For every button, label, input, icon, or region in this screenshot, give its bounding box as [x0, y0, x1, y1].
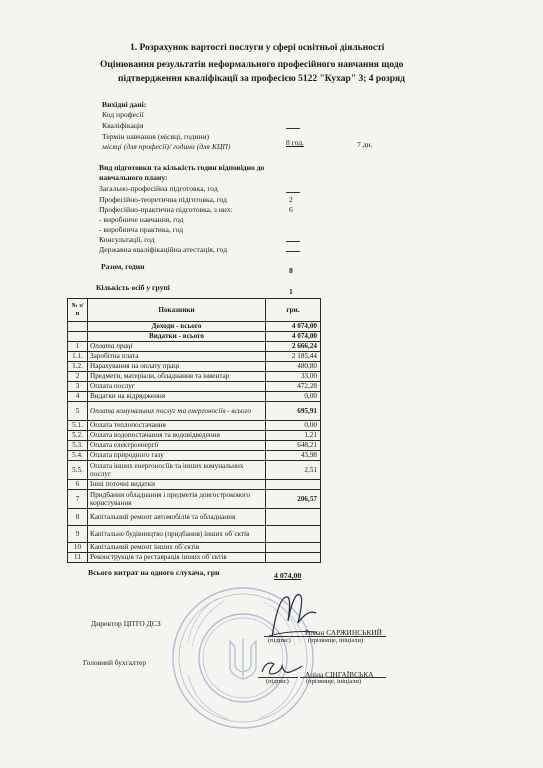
row-amount: 206,57 [266, 490, 321, 509]
table-row [68, 451, 321, 461]
general-training-blank [286, 192, 300, 193]
row-number: 3 [68, 382, 88, 392]
expenses-label: Видатки - всього [88, 332, 266, 342]
row-number: 2 [68, 372, 88, 382]
table-row [68, 553, 321, 563]
theory-training-label: Професійно-теоретична підготовка, год [99, 195, 228, 204]
row-number: 5 [68, 402, 88, 421]
row-number: 5.3. [68, 441, 88, 451]
accountant-name-caption: (прізвище, ініціали) [306, 678, 362, 685]
expenses-row [68, 332, 321, 342]
table-header-row [68, 299, 321, 322]
document-title-line-1: Оцінювання результатів неформального професійного навчання щодо [100, 60, 404, 70]
income-value: 4 074,00 [266, 322, 321, 332]
table-row [68, 509, 321, 526]
col-no-header: № з/п [68, 299, 88, 322]
row-indicator: Оплата електроенергії [88, 441, 266, 451]
row-indicator: Інші поточні видатки [88, 480, 266, 490]
total-hours-label: Разом, годин [101, 262, 145, 271]
section-title: 1. Розрахунок вартості послуги у сфері освітньої діяльності [130, 43, 385, 53]
row-indicator: Оплата послуг [88, 382, 266, 392]
row-amount: 2 666,24 [266, 342, 321, 352]
term-label-2: місяці (для професії)/ години (для КЦП) [102, 142, 231, 151]
row-indicator: Заробітна плата [88, 352, 266, 362]
expenses-value: 4 074,00 [266, 332, 321, 342]
row-number: 11 [68, 553, 88, 563]
consultations-label: Консультації, год [99, 235, 155, 244]
row-amount: 43,98 [266, 451, 321, 461]
table-row [68, 526, 321, 543]
income-label: Доходи - всього [88, 322, 266, 332]
table-row [68, 372, 321, 382]
row-number: 10 [68, 543, 88, 553]
term-label-1: Термін навчання (місяці, години) [102, 132, 210, 141]
row-number: 5.5. [68, 461, 88, 480]
income-no [68, 322, 88, 332]
row-number: 5.4. [68, 451, 88, 461]
table-row [68, 543, 321, 553]
row-amount: 2 185,44 [266, 352, 321, 362]
row-number: 6 [68, 480, 88, 490]
director-name: Роман САРЖИНСЬКИЙ [305, 628, 383, 637]
row-number: 5.2. [68, 431, 88, 441]
term-days: 7 дн. [357, 140, 373, 149]
attestation-label: Державна кваліфікаційна атестація, год [99, 245, 228, 254]
table-row [68, 342, 321, 352]
row-number: 8 [68, 509, 88, 526]
row-amount: 0,00 [266, 421, 321, 431]
row-number: 1 [68, 342, 88, 352]
expenses-no [68, 332, 88, 342]
row-indicator: Видатки на відрядження [88, 392, 266, 402]
input-data-heading: Вихідні дані: [102, 100, 147, 109]
accountant-sign-caption: (підпис) [266, 678, 289, 685]
row-amount [266, 526, 321, 543]
industrial-training-label: - виробниче навчання, год [99, 215, 184, 224]
table-row [68, 490, 321, 509]
table-row [68, 480, 321, 490]
row-indicator: Оплата інших енергоносіїв та інших комунальних послуг [88, 461, 266, 480]
row-number: 7 [68, 490, 88, 509]
row-number: 4 [68, 392, 88, 402]
practice-training-value: 6 [289, 205, 293, 214]
col-amount-header: грн. [266, 299, 321, 322]
director-label: Директор ЦПТО ДСЗ [91, 619, 161, 628]
practice-training-label: Професійно-практична підготовка, з них: [99, 205, 233, 214]
accountant-name: Аліна СІНГАЇВСЬКА [305, 670, 374, 679]
qualification-blank [286, 128, 300, 129]
attestation-blank [286, 251, 300, 252]
row-amount: 0,00 [266, 392, 321, 402]
industrial-practice-label: - виробнича практика, год [99, 225, 184, 234]
row-indicator: Капітальний ремонт автомобілів та обладнання [88, 509, 266, 526]
total-hours-value: 8 [289, 266, 293, 275]
document-title-line-2: підтвердження кваліфікації за професією 5122 "Кухар" 3; 4 розряд [118, 74, 405, 84]
row-indicator: Предмети, матеріали, обладнання та інвентар [88, 372, 266, 382]
row-indicator: Оплата теплопостачання [88, 421, 266, 431]
director-name-caption: (прізвище, ініціали) [308, 637, 364, 644]
table-row [68, 461, 321, 480]
group-size-label: Кількість осіб у групі [96, 283, 170, 292]
row-number: 9 [68, 526, 88, 543]
row-indicator: Придбання обладнання і предметів довгострокового користування [88, 490, 266, 509]
row-amount: 695,91 [266, 402, 321, 421]
group-size-value: 1 [289, 287, 293, 296]
row-indicator: Оплата комунальних послуг та енергоносіїв - всього [88, 402, 266, 421]
training-heading-1: Вид підготовки та кількість годин відповідно до [99, 163, 265, 172]
row-amount [266, 509, 321, 526]
row-amount: 33,00 [266, 372, 321, 382]
row-number: 1.1. [68, 352, 88, 362]
theory-training-value: 2 [289, 195, 293, 204]
table-row [68, 392, 321, 402]
table-row [68, 402, 321, 421]
row-indicator: Капітальний ремонт інших об`єктів [88, 543, 266, 553]
row-amount [266, 543, 321, 553]
row-amount [266, 553, 321, 563]
table-row [68, 382, 321, 392]
row-amount: 472,28 [266, 382, 321, 392]
income-row [68, 322, 321, 332]
row-indicator: Реконструкція та реставрація інших об`єктів [88, 553, 266, 563]
total-per-student-value: 4 074,00 [274, 571, 302, 580]
accountant-label: Головний бухгалтер [83, 658, 146, 667]
table-row [68, 352, 321, 362]
row-indicator: Оплата водопостачання та водовідведення [88, 431, 266, 441]
table-row [68, 362, 321, 372]
total-per-student-label: Всього витрат на одного слухача, грн [88, 568, 220, 577]
table-row [68, 421, 321, 431]
training-heading-2: навчального плану: [99, 173, 168, 182]
row-amount: 1,21 [266, 431, 321, 441]
table-row [68, 431, 321, 441]
row-indicator: Капітальне будівництво (придбання) інших об`єктів [88, 526, 266, 543]
director-sign-caption: (підпис) [268, 637, 291, 644]
profession-code-label: Код професії [102, 110, 144, 119]
row-indicator: Оплата праці [88, 342, 266, 352]
row-indicator: Нарахування на оплату праці [88, 362, 266, 372]
row-amount: 2,51 [266, 461, 321, 480]
row-number: 1.2. [68, 362, 88, 372]
row-amount: 648,21 [266, 441, 321, 451]
qualification-label: Кваліфікація [102, 121, 144, 130]
cost-table [67, 298, 321, 563]
general-training-label: Загально-професійна підготовка, год [99, 184, 218, 193]
row-amount: 480,80 [266, 362, 321, 372]
row-number: 5.1. [68, 421, 88, 431]
consultations-blank [286, 241, 300, 242]
term-value: 8 год. [286, 138, 304, 147]
col-indicator-header: Показники [88, 299, 266, 322]
table-row [68, 441, 321, 451]
row-indicator: Оплата природного газу [88, 451, 266, 461]
row-amount [266, 480, 321, 490]
